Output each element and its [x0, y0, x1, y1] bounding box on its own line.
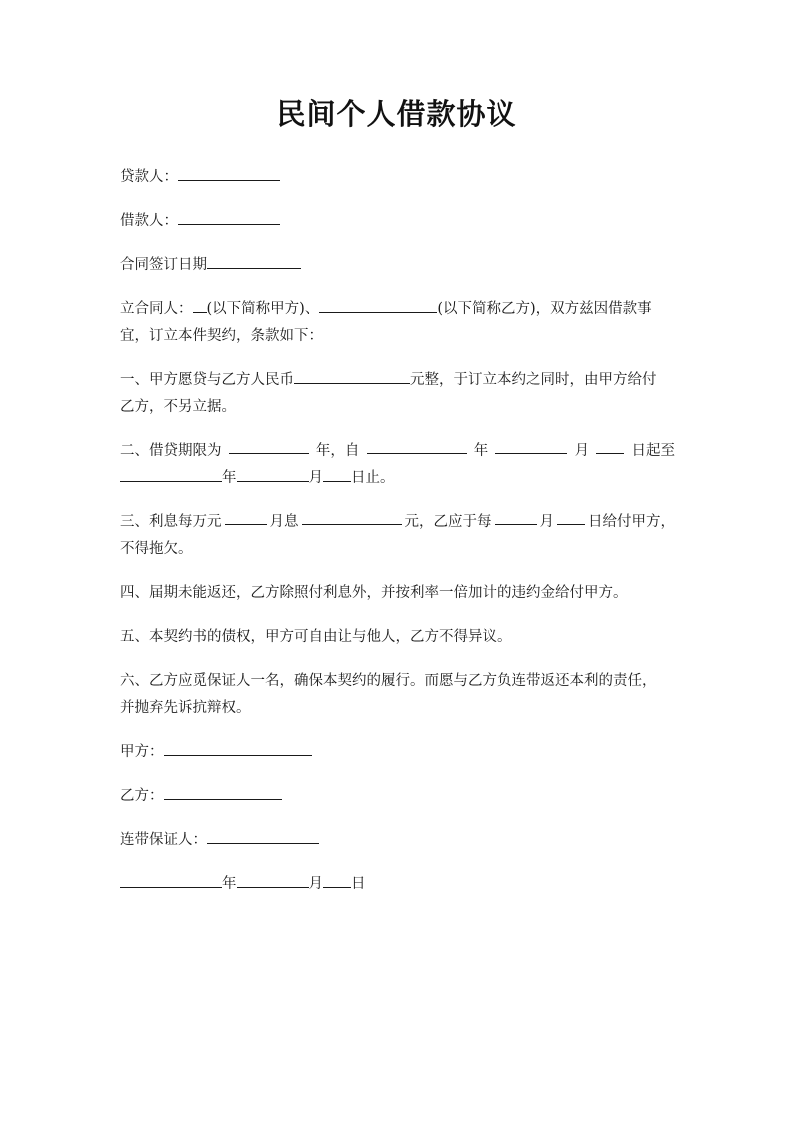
party-b-note: (以下简称乙方)，双方兹因借款事: [437, 301, 652, 317]
interest-rate-blank[interactable]: [225, 509, 267, 525]
party-b-signature-blank[interactable]: [164, 784, 282, 800]
end-day-blank[interactable]: [323, 466, 351, 482]
clause-2-d: 月: [574, 443, 590, 459]
sign-date-line: [120, 252, 675, 279]
document-title: 民间个人借款协议: [276, 97, 517, 131]
parties-prefix: 立合同人：: [120, 301, 193, 317]
end-year-blank[interactable]: [120, 466, 222, 482]
start-day-blank[interactable]: [596, 438, 624, 454]
clause-5: 五、本契约书的债权，甲方可自由让与他人，乙方不得异议。: [120, 629, 512, 645]
clause-2-e: 日起至: [631, 443, 675, 459]
clause-1-line-1: [120, 372, 657, 388]
monthly-interest-blank[interactable]: [302, 509, 402, 525]
party-a-note: (以下简称甲方)、: [206, 301, 320, 317]
sign-month-blank[interactable]: [237, 872, 309, 888]
pay-month-blank[interactable]: [495, 509, 537, 525]
clause-6: [120, 668, 675, 722]
sign-date-blank[interactable]: [207, 253, 301, 269]
clause-3-line-1: [120, 509, 675, 536]
clause-2-line-2: [120, 465, 675, 492]
sign-date-label: 合同签订日期: [120, 257, 207, 273]
parties-paragraph: [120, 296, 675, 350]
clause-2-day-end: 日止。: [351, 470, 395, 486]
guarantor-blank[interactable]: [207, 828, 319, 844]
clause-1-a: 一、甲方愿贷与乙方人民币: [120, 372, 294, 388]
party-a-signature-blank[interactable]: [164, 740, 312, 756]
clause-2-year: 年: [222, 470, 237, 486]
clause-3-d: 月: [539, 514, 554, 530]
party-a-signature-line: [120, 739, 675, 766]
clause-2-b: 年，自: [315, 443, 360, 459]
clause-1-line-2: 乙方，不另立据。: [120, 399, 236, 415]
clause-2-line-1: [120, 438, 675, 465]
borrower-line: [120, 208, 675, 235]
clause-3-b: 月息: [269, 514, 299, 530]
clause-3-e: 日给付甲方，: [588, 514, 675, 530]
clause-3-c: 元，乙应于每: [404, 514, 492, 530]
document-body: [120, 164, 675, 915]
clause-6-line-2: 并抛弃先诉抗辩权。: [120, 700, 251, 716]
parties-line-1: [120, 301, 652, 317]
clause-1: [120, 367, 675, 421]
parties-line-2: 宜，订立本件契约，条款如下：: [120, 328, 323, 344]
pay-day-blank[interactable]: [557, 509, 585, 525]
guarantor-label: 连带保证人：: [120, 832, 207, 848]
lender-line: [120, 164, 675, 191]
clause-2-month: 月: [308, 470, 323, 486]
signature-date-line: [120, 871, 675, 898]
borrower-label: 借款人：: [120, 213, 178, 229]
guarantor-signature-line: [120, 827, 675, 854]
clause-3-a: 三、利息每万元: [120, 514, 222, 530]
sign-year-blank[interactable]: [120, 872, 222, 888]
clause-2-a: 二、借贷期限为: [120, 443, 222, 459]
lender-blank[interactable]: [178, 165, 280, 181]
clause-4: 四、届期未能返还，乙方除照付利息外，并按利率一倍加计的违约金给付甲方。: [120, 585, 628, 601]
party-a-signature-label: 甲方：: [120, 744, 164, 760]
sign-day-blank[interactable]: [323, 872, 351, 888]
borrower-blank[interactable]: [178, 209, 280, 225]
clause-3: [120, 509, 675, 563]
clause-2-c: 年: [473, 443, 489, 459]
sign-day-label: 日: [351, 876, 366, 892]
clause-2: [120, 438, 675, 492]
start-month-blank[interactable]: [495, 438, 567, 454]
end-month-blank[interactable]: [237, 466, 309, 482]
clause-3-line-2: 不得拖欠。: [120, 541, 193, 557]
start-year-blank[interactable]: [367, 438, 467, 454]
amount-blank[interactable]: [294, 368, 410, 384]
sign-month-label: 月: [308, 876, 323, 892]
term-years-blank[interactable]: [229, 438, 309, 454]
party-b-signature-line: [120, 783, 675, 810]
party-b-signature-label: 乙方：: [120, 788, 164, 804]
clause-1-b: 元整，于订立本约之同时，由甲方给付: [410, 372, 657, 388]
lender-label: 贷款人：: [120, 169, 178, 185]
party-b-blank[interactable]: [319, 297, 437, 313]
party-a-blank[interactable]: [193, 297, 207, 313]
clause-6-line-1: 六、乙方应觅保证人一名，确保本契约的履行。而愿与乙方负连带返还本利的责任，: [120, 673, 657, 689]
sign-year-label: 年: [222, 876, 237, 892]
